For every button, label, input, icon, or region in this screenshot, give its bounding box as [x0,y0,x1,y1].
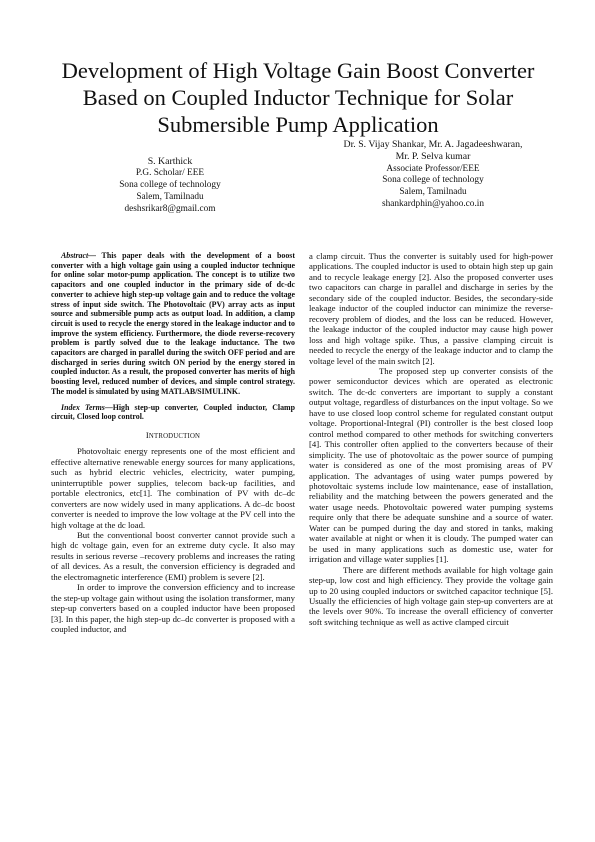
author-email: deshsrikar8@gmail.com [124,203,216,214]
body-paragraph: The proposed step up converter consists of the power semiconductor devices which are operated as electronic switch. The dc-dc converters are important to supply a constant output voltage, regardless of disturbances on the input voltage. So we have to use closed loop control scheme for regulated constant output voltage. Proportional-Integral (PI) controller is the best closed loop control method compared to other methods for switching converters [4]. This controller often applied to the converters because of their simplicity. The use of photovoltaic as the power source of pumping water is considered as one of the most promising areas of PV application. The advantages of using water pumps powered by photovoltaic systems include low maintenance, ease of installation, reliability and the matching between the powers generated and the water usage needs. Photovoltaic powered water pumping systems require only that there be adequate sunshine and a source of water. Water can be pumped during the day and stored in tanks, making water available at night or when it is cloudy. The pumped water can be used in many applications such as domestic use, water for irrigation and village water supplies [1]. [309,365,553,565]
author-location: Salem, Tamilnadu [399,187,467,198]
body-paragraph: But the conventional boost converter cannot provide such a high dc voltage gain, even for an extreme duty cycle. It also may results in serious reverse –recovery problems and increases the rating of all devices. As a result, the conversion efficiency is degraded and the electromagnetic interference (EMI) problem is severe [2]. [51,530,295,582]
author-role: Associate Professor/EEE [386,163,480,174]
body-paragraph: Photovoltaic energy represents one of the most efficient and effective alternative renewable energy sources for many applications, such as hybrid electric vehicles, electricity, water pumping, uninterruptible power supplies, telecom back-up facilities, and portable electronics, etc[1]. The combination of PV with dc–dc converters are now widely used in many applications. A dc–dc boost converter is needed to improve the low voltage at the PV cell into the high voltage at the dc load. [51,446,295,530]
body-paragraph: a clamp circuit. Thus the converter is suitably used for high-power applications. The coupled inductor is used to obtain high step up gain and to recycle leakage energy [2]. Also the proposed converter uses two capacitors can charge in parallel and discharge in series by the secondary side of the coupled inductor. Besides, the secondary-side leakage inductor of the coupled inductor can minimize the reverse-recovery problem of diodes, and the loss can be reduced. However, the leakage inductor of the coupled inductor may cause high power loss and high voltage spike. Thus, a passive clamping circuit is needed to recycle the energy of the leakage inductor and to clamp the voltage level of the main switch [2]. [309,251,553,366]
author-block-right [320,139,546,211]
abstract-text: This paper deals with the development of a boost converter with a high voltage gain using a coupled inductor technique for online solar motor-pump application. The concept is to utilize two capacitors and one coupled inductor in the primary side of dc-dc converter to achieve high step-up voltage gain and to reduce the voltage stress of input side switch. The Photovoltaic (PV) array acts as input source and submersible pump acts as output load. In addition, a clamp circuit is used to recycle the energy stored in the leakage inductor and to improve the system efficiency. Furthermore, the diode reverse-recovery problem is partly solved due to the leakage inductance. The two capacitors are charged in parallel during the switch OFF period and are discharged in series during switch ON period by the energy stored in coupled inductor. As a result, the proposed converter has merits of high boosting level, reduced number of devices, and simple control strategy. The model is simulated by using MATLAB/SIMULINK. [51,251,295,396]
abstract [51,251,295,397]
author-location: Salem, Tamilnadu [136,191,204,202]
body-paragraph: There are different methods available for high voltage gain step-up, low cost and high efficiency. They provide the voltage gain up to 20 using coupled inductors or switched capacitor technique [5]. Usually the efficiencies of high voltage gain step-up converters are at the levels over 90%. To increase the overall efficiency of converter soft switching technique as well as active clamped circuit [309,564,553,627]
index-terms-label: Index Terms [61,402,105,412]
author-name: S. Karthick [147,156,193,167]
title-line: Based on Coupled Inductor Technique for Solar [82,85,514,110]
body-paragraph: In order to improve the conversion efficiency and to increase the step-up voltage gain without using the isolation transformer, many step-up converters based on a coupled inductor have been proposed [3]. In this paper, the high step-up dc–dc converter is proposed with a coupled inductor, and [51,582,295,635]
paper-title [28,57,568,138]
left-column [51,251,295,635]
title-line: Development of High Voltage Gain Boost Converter [61,58,535,83]
author-names: Dr. S. Vijay Shankar, Mr. A. Jagadeeshwaran, [343,139,523,150]
index-terms-text: —High step-up converter, Coupled inductor, Clamp circuit, Closed loop control. [51,402,295,422]
author-block-left [82,156,258,215]
index-terms [51,403,295,422]
author-email: shankardphin@yahoo.co.in [381,198,485,209]
right-column [309,251,553,627]
author-role: P.G. Scholar/ EEE [135,168,205,179]
author-names: Mr. P. Selva kumar [395,151,471,163]
abstract-label: Abstract— [61,251,97,260]
author-affiliation: Sona college of technology [119,180,221,191]
section-heading-introduction: INTRODUCTION [145,429,201,440]
title-line: Submersible Pump Application [157,112,439,137]
author-affiliation: Sona college of technology [382,175,484,186]
